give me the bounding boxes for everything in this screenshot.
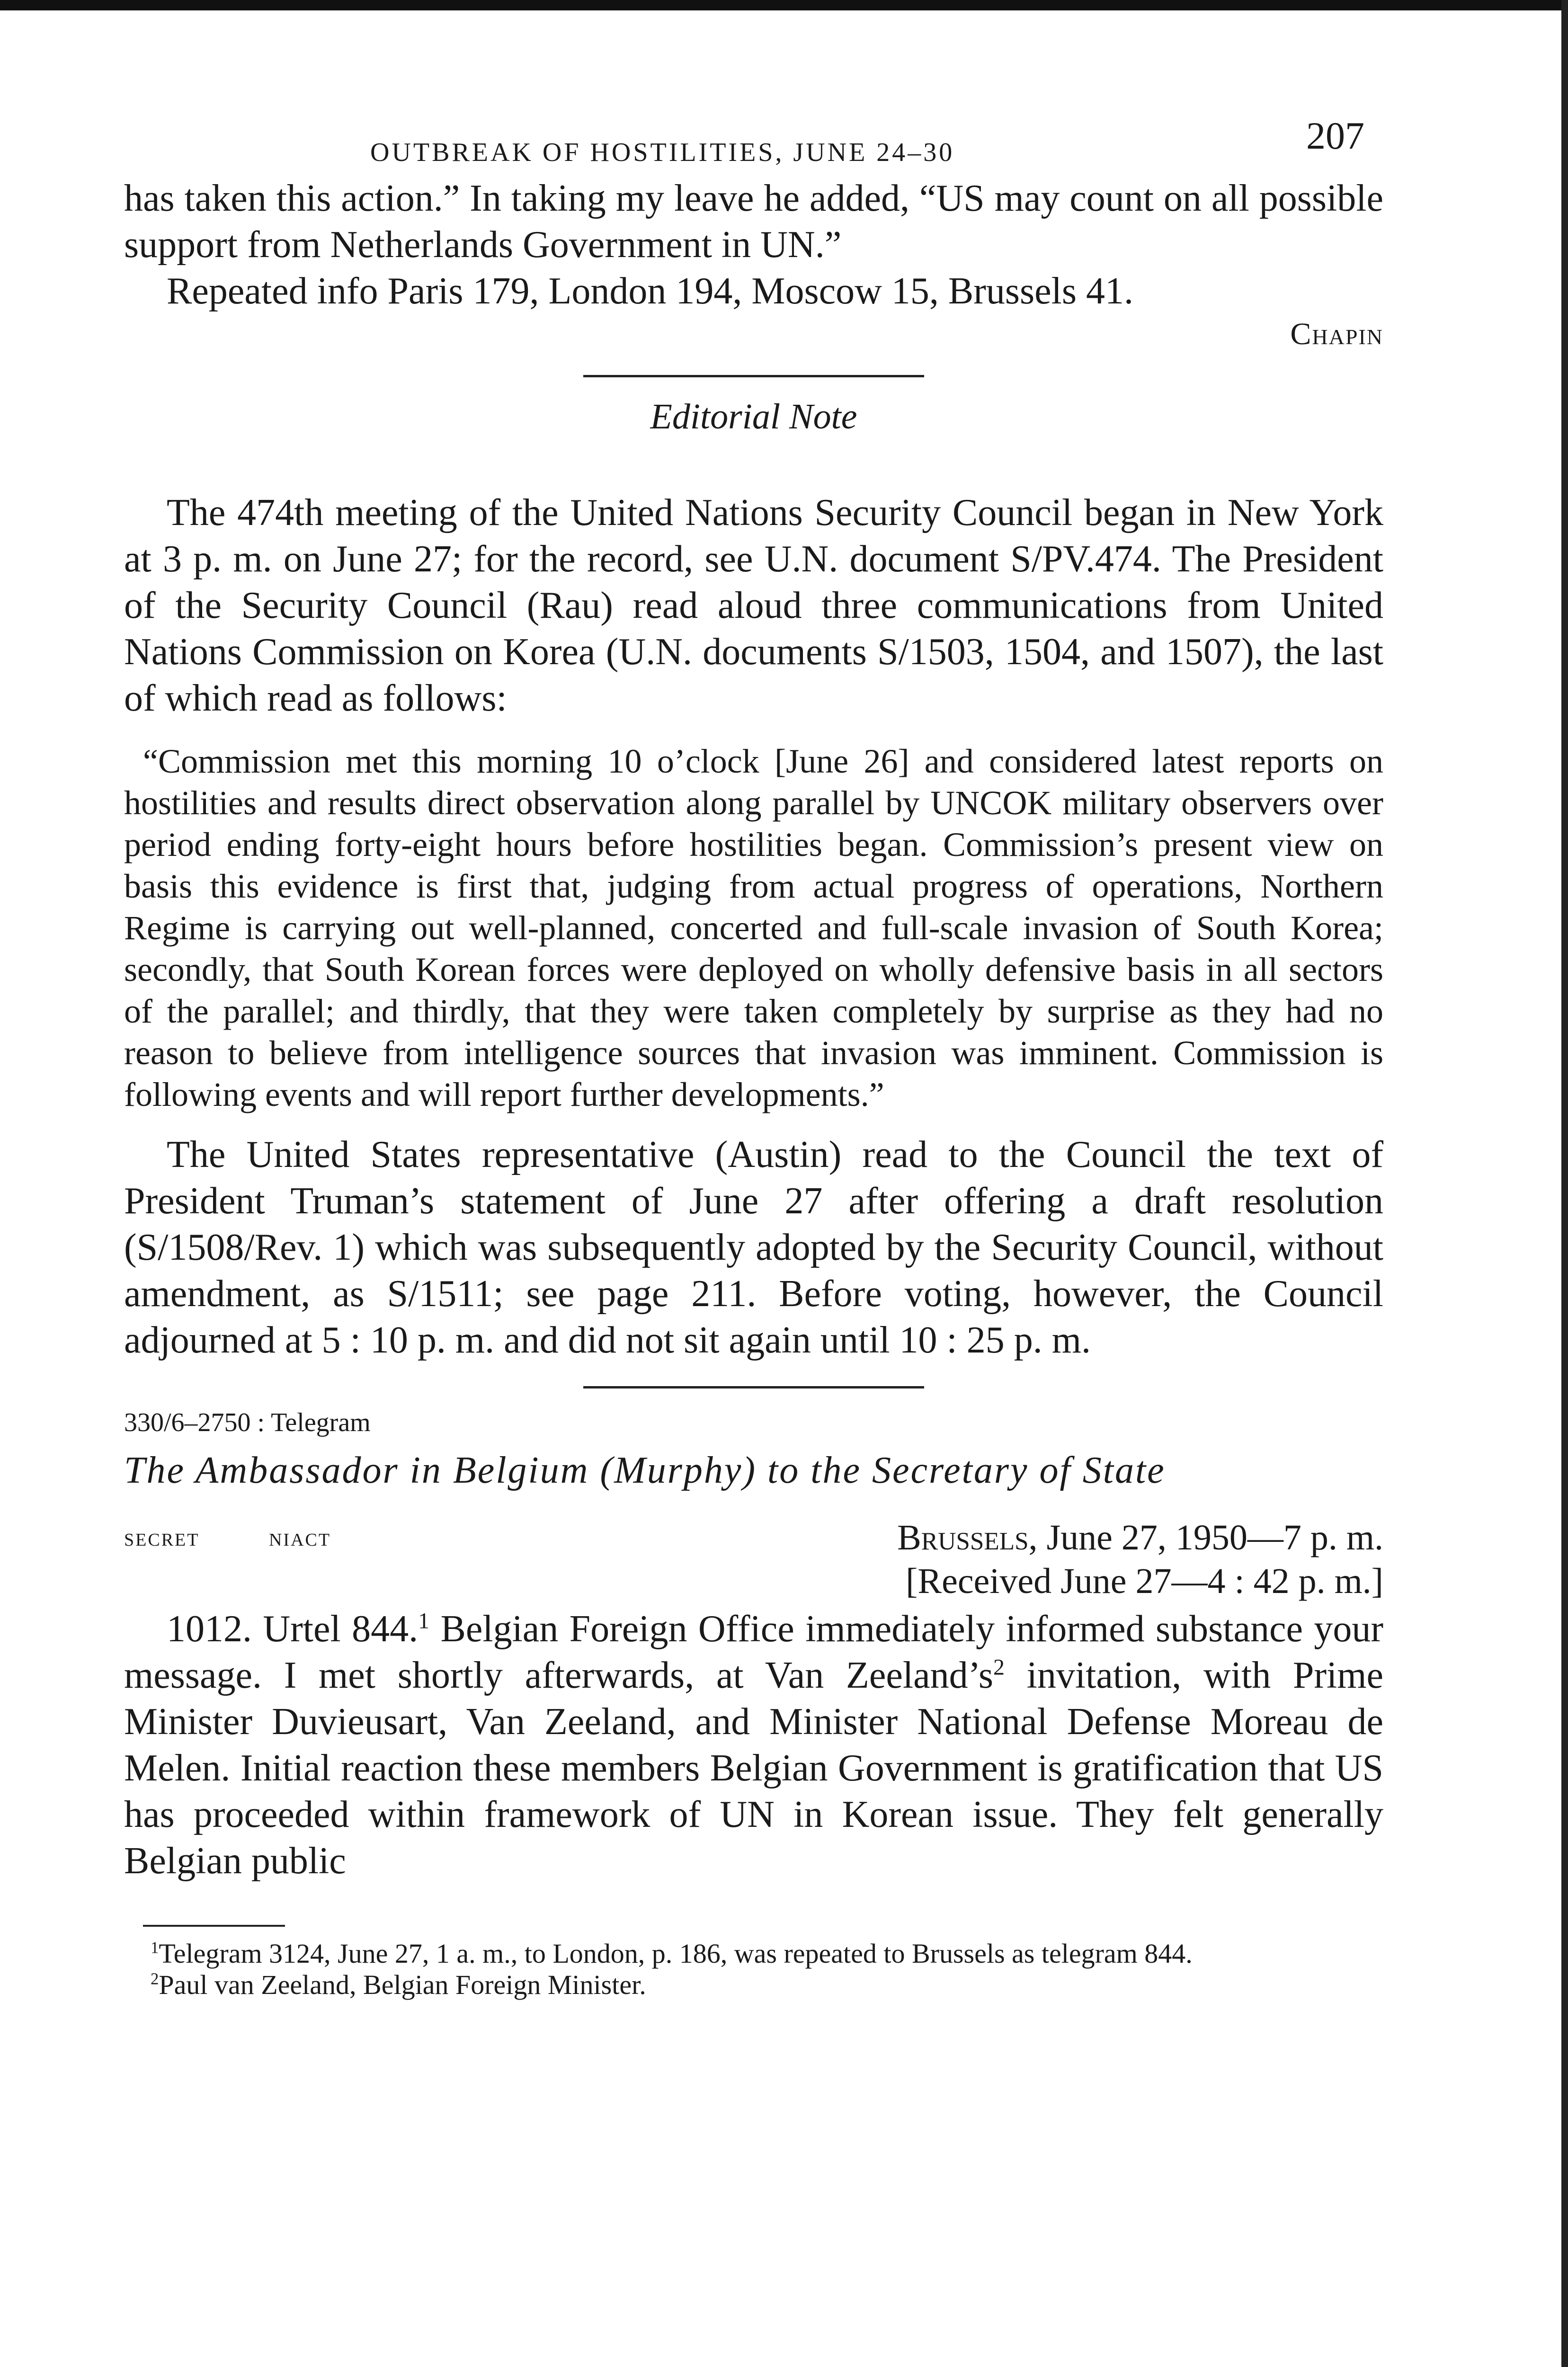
scan-top-border xyxy=(0,0,1568,10)
continuation-paragraph: has taken this action.” In taking my leave he added, “US may count on all possible support from Netherlands Government in UN.” xyxy=(124,178,1383,266)
scan-right-border xyxy=(1561,0,1568,2367)
signature-chapin: Chapin xyxy=(1290,317,1383,351)
classification-secret: secret xyxy=(124,1523,200,1551)
classification-marks xyxy=(124,1522,392,1552)
received-line: [Received June 27—4 : 42 p. m.] xyxy=(906,1561,1383,1601)
telegram-body-part-1: Belgian Foreign Office immediately informed substance your message. I met shortly afterwards, at Van Zeeland’s xyxy=(124,1608,1384,1696)
dateline-date: June 27, 1950—7 p. m. xyxy=(1046,1518,1383,1557)
editorial-paragraph-2: The United States representative (Austin) read to the Council the text of President Truman’s statement of June 27 after offering a draft resolution (S/1508/Rev. 1) which was subsequently adopted by the Security Council, without amendment, as S/1511; see page 211. Before voting, however, the Council adjourned at 5 : 10 p. m. and did not sit again until 10 : 25 p. m. xyxy=(124,1134,1383,1361)
footnote-divider xyxy=(143,1925,285,1927)
footnote-2-text: Paul van Zeeland, Belgian Foreign Minister. xyxy=(159,1969,646,2000)
telegram-body xyxy=(124,1606,1383,1884)
telegram-heading: The Ambassador in Belgium (Murphy) to the Secretary of State xyxy=(124,1450,1166,1491)
editorial-note-title: Editorial Note xyxy=(650,397,857,436)
footnote-2-mark: 2 xyxy=(151,1969,159,1988)
document-page xyxy=(124,104,1383,2001)
footnote-1-mark: 1 xyxy=(151,1938,159,1957)
footnote-2 xyxy=(124,1969,1383,2001)
footnote-1 xyxy=(124,1938,1383,1969)
place-and-date xyxy=(897,1516,1383,1603)
footnote-ref-1[interactable]: 1 xyxy=(418,1608,430,1634)
telegram-dateline xyxy=(124,1516,1383,1606)
section-divider xyxy=(583,375,924,377)
priority-niact: niact xyxy=(268,1523,331,1551)
commission-quote: “Commission met this morning 10 o’clock [June 26] and considered latest reports on hostilities and results direct observation along parallel by UNCOK military observers over period ending forty-eight hours before hostilities began. Commission’s present view on basis this evidence is first that, judging from actual progress of operations, Northern Regime is carrying out well-planned, concerted and full-scale invasion of South Korea; secondly, that South Korean forces were deployed on wholly defensive basis in all sectors of the parallel; and thirdly, that they were taken completely by surprise as they had no reason to believe from intelligence sources that invasion was imminent. Commission is following events and will report further developments.” xyxy=(124,742,1383,1113)
telegram-body-number: 1012. Urtel 844. xyxy=(167,1608,419,1650)
editorial-paragraph-1: The 474th meeting of the United Nations Security Council began in New York at 3 p. m. on June 27; for the record, see U.N. document S/PV.474. The President of the Security Council (Rau) read aloud three communications from United Nations Commission on Korea (U.N. documents S/1503, 1504, and 1507), the last of which read as follows: xyxy=(124,492,1383,719)
running-title: OUTBREAK OF HOSTILITIES, JUNE 24–30 xyxy=(370,138,955,167)
telegram-file-number: 330/6–2750 : Telegram xyxy=(124,1408,371,1437)
repeated-info-line: Repeated info Paris 179, London 194, Moscow 15, Brussels 41. xyxy=(167,270,1134,312)
footnote-ref-2[interactable]: 2 xyxy=(993,1655,1005,1680)
dateline-place: Brussels, xyxy=(897,1518,1038,1557)
footnote-1-text: Telegram 3124, June 27, 1 a. m., to London, p. 186, was repeated to Brussels as telegram 844. xyxy=(159,1938,1193,1969)
telegram-body-part-2: invitation, with Prime Minister Duvieusart, Van Zeeland, and Minister National Defense Moreau de Melen. Initial reaction these members Belgian Government is gratification that US has proceeded within framework of UN in Korean issue. They felt generally Belgian public xyxy=(124,1655,1383,1882)
page-number: 207 xyxy=(1306,114,1364,157)
section-divider-2 xyxy=(583,1386,924,1388)
running-head xyxy=(124,104,1383,175)
